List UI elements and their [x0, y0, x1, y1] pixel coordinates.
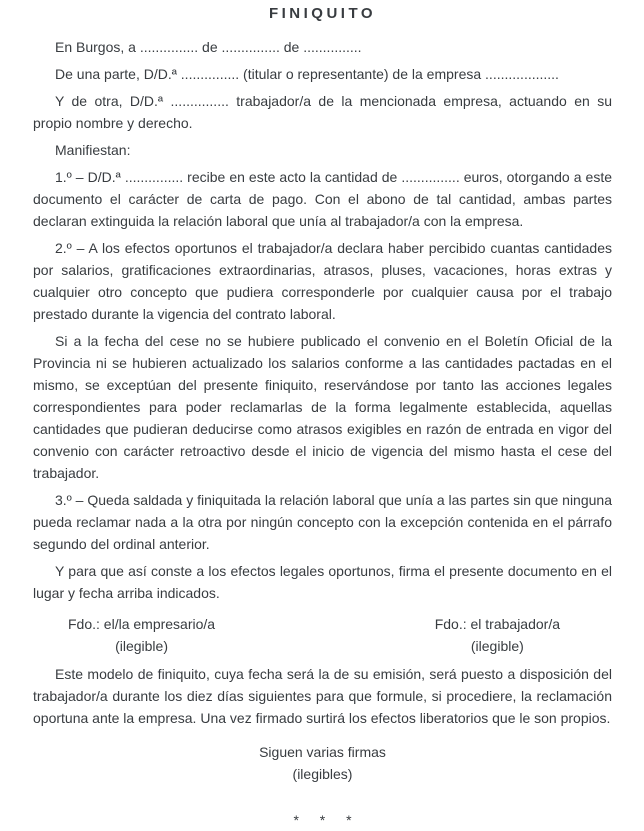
paragraph-clause-3: 3.º – Queda saldada y finiquitada la relación laboral que unía a las partes sin que ninguna pueda reclamar nada a la otra por ningún concepto con la excepción contenida en el párrafo segundo del ordinal anterior. — [33, 492, 612, 552]
paragraph-model-note: Este modelo de finiquito, cuya fecha será la de su emisión, será puesto a disposición del trabajador/a durante los diez días siguientes para que formule, si procediere, la reclamación oportuna ante la empresa. Una vez firmado surtirá los efectos liberatorios que le son propios. — [33, 666, 612, 726]
signature-employer-illegible-note: (ilegible) — [115, 638, 168, 654]
signature-worker-illegible-note: (ilegible) — [470, 638, 524, 654]
paragraph-clause-2-exception: Si a la fecha del cese no se hubiere publicado el convenio en el Boletín Oficial de la Provincia ni se hubieren actualizado los salarios conforme a las cantidades pactadas en el mismo, se exceptúan del presente finiquito, reservándose por tanto las acciones legales correspondientes para poder reclamarlas de la forma legalmente establecida, aquellas cantidades que pudieran deducirse como atrasos exigibles en razón de entrada en vigor del convenio con carácter retroactivo desde el inicio de vigencia del mismo hasta el cese del trabajador. — [33, 333, 612, 481]
paragraph-clause-1: 1.º – D/D.ª ............... recibe en este acto la cantidad de ............... euros, otorgando a este documento el carácter de carta de pago. Con el abono de tal cantidad, ambas partes declaran extinguida la relación laboral que unía al trabajador/a con la empresa. — [33, 169, 612, 229]
paragraph-party-worker: Y de otra, D/D.ª ............... trabajador/a de la mencionada empresa, actuando en su propio nombre y derecho. — [33, 93, 612, 131]
signature-block-worker — [435, 613, 560, 657]
paragraph-party-employer: De una parte, D/D.ª ............... (titular o representante) de la empresa ................... — [55, 66, 559, 82]
paragraph-place-date: En Burgos, a ............... de ............... de ............... — [55, 39, 362, 55]
document-title: FINIQUITO — [268, 5, 377, 22]
paragraph-manifiestan: Manifiestan: — [55, 142, 131, 158]
footer-signatures — [33, 741, 612, 785]
signature-worker-label: Fdo.: el trabajador/a — [434, 616, 560, 632]
paragraph-clause-2: 2.º – A los efectos oportunos el trabajador/a declara haber percibido cuantas cantidades por salarios, gratificaciones extraordinarias, atrasos, pluses, vacaciones, horas extras y cualquier otro concepto que pudiera corresponderle por cualquier causa por el trabajo prestado durante la vigencia del contrato laboral. — [33, 240, 612, 322]
paragraph-closing-statement: Y para que así conste a los efectos legales oportunos, firma el presente documento en el lugar y fecha arriba indicados. — [33, 563, 612, 601]
signature-block-employer — [68, 613, 215, 657]
footer-firmas-note: (ilegibles) — [292, 766, 353, 782]
signature-employer-label: Fdo.: el/la empresario/a — [68, 616, 216, 632]
asterisk-separator: * * * — [293, 812, 352, 828]
footer-firmas-line: Siguen varias firmas — [259, 744, 386, 760]
signature-row — [33, 613, 612, 657]
